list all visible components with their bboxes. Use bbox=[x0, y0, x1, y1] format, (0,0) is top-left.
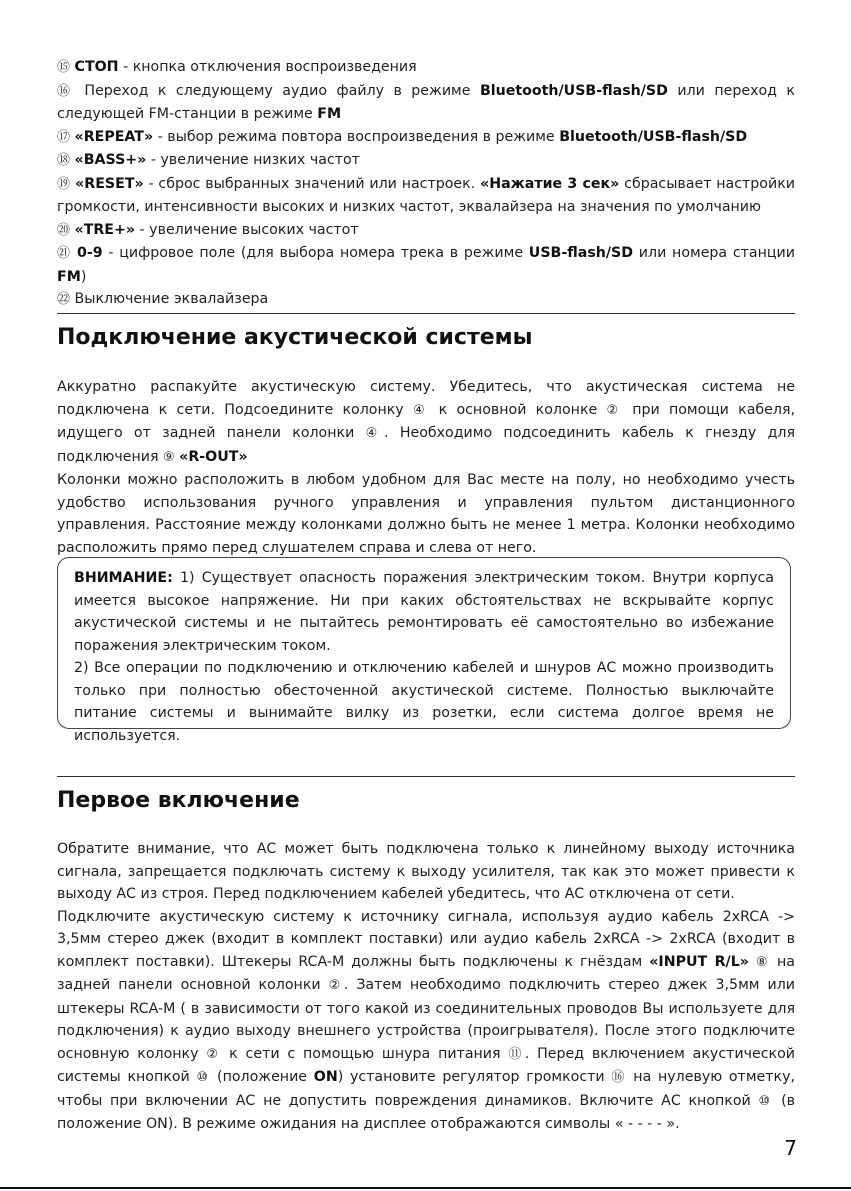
list-item: ⑯ Переход к следующему аудио файлу в режиме Bluetooth/USB-flash/SD или переход к следующей FM-станции в режиме FM bbox=[57, 82, 795, 122]
paragraph: Аккуратно распакуйте акустическую систему. Убедитесь, что акустическая система не подключена к сети. Подсоедините колонку ④ к основной колонке ② при помощи кабеля, идущего от задней панели колонки ④. Необходимо подсоединить кабель к гнезду для подключения ⑨ «R-OUT» bbox=[57, 379, 796, 465]
list-item: ⑱ «BASS+» - увеличение низких частот bbox=[57, 152, 360, 168]
section-body bbox=[57, 838, 795, 1136]
warning-text: ВНИМАНИЕ: 1) Существует опасность поражения электрическим током. Внутри корпуса имеется высокое напряжение. Ни при каких обстоятельствах не вскрывайте корпус акустической системы и не пытайтесь ремонтировать её самостоятельно во избежание поражения электрическим током. bbox=[74, 570, 774, 654]
page-number: 7 bbox=[784, 1136, 797, 1160]
list-item: ⑮ СТОП - кнопка отключения воспроизведения bbox=[57, 59, 417, 75]
paragraph: Колонки можно расположить в любом удобном для Вас месте на полу, но необходимо учесть удобство использования ручного управления и управления пультом дистанционного управления. Расстояние между колонками должно быть не менее 1 метра. Колонки необходимо расположить прямо перед слушателем справа и слева от него. bbox=[57, 472, 795, 556]
list-item: ⑲ «RESET» - сброс выбранных значений или настроек. «Нажатие 3 сек» сбрасывает настройки громкости, интенсивности высоких и низких частот, эквалайзера на значения по умолчанию bbox=[57, 175, 795, 215]
warning-label: ВНИМАНИЕ: bbox=[74, 570, 173, 586]
section-title: Подключение акустической системы bbox=[57, 325, 533, 350]
list-item: ⑳ «TRE+» - увеличение высоких частот bbox=[57, 221, 359, 238]
paragraph: Подключите акустическую систему к источнику сигнала, используя аудио кабель 2xRCA -> 3,5мм стерео джек (входит в комплект поставки) или аудио кабель 2xRCA -> 2xRCA (входит в комплект поставки). Штекеры RCA-M должны быть подключены к гнёздам «INPUT R/L» ⑧ на задней панели основной колонки ②. Затем необходимо подключить стерео джек 3,5мм или штекеры RCA-M ( в зависимости от того какой из соединительных проводов Вы используете для подключения) к аудио выходу внешнего устройства (проигрывателя). После этого подключите основную колонку ② к сети с помощью шнура питания ⑪. Перед включением акустической системы кнопкой ⑩ (положение ON) установите регулятор громкости ⑯ на нулевую отметку, чтобы при включении АС не допустить повреждения динамиков. Включите АС кнопкой ⑩ (в положение ON). В режиме ожидания на дисплее отображаются символы « - - - - ». bbox=[57, 908, 796, 1132]
section-title: Первое включение bbox=[57, 788, 300, 813]
list-item: ⑰ «REPEAT» - выбор режима повтора воспроизведения в режиме Bluetooth/USB-flash/SD bbox=[57, 128, 748, 145]
bottom-rule bbox=[0, 1187, 851, 1189]
section-divider bbox=[57, 776, 795, 777]
warning-text: 2) Все операции по подключению и отключению кабелей и шнуров АС можно производить только при полностью обесточенной акустической системе. Полностью выключайте питание системы и вынимайте вилку из розетки, если система долгое время не используется. bbox=[74, 660, 774, 744]
feature-list bbox=[57, 56, 795, 312]
list-item: ㉒ Выключение эквалайзера bbox=[57, 291, 269, 307]
paragraph: Обратите внимание, что АС может быть подключена только к линейному выходу источника сигнала, запрещается подключать систему к выходу усилителя, так как это может привести к выходу АС из строя. Перед подключением кабелей убедитесь, что АС отключена от сети. bbox=[57, 841, 795, 902]
warning-box bbox=[57, 557, 791, 744]
list-item: ㉑ 0-9 - цифровое поле (для выбора номера трека в режиме USB-flash/SD или номера станции FM) bbox=[57, 245, 795, 285]
section-divider bbox=[57, 313, 795, 314]
section-body bbox=[57, 376, 795, 559]
